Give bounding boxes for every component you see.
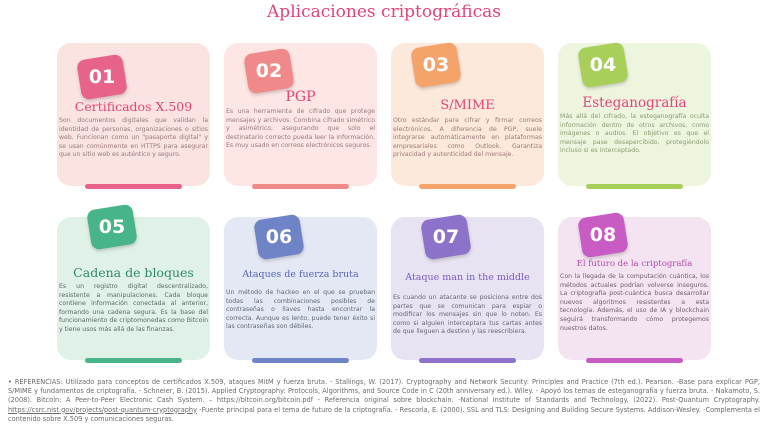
card-description: Más allá del cifrado, la esteganografía oculta información dentro de otros archivos, como imágenes o audios. El objetivo es que el mensaje pase desapercibido, protegiéndolo incluso si es interceptado. — [560, 113, 709, 155]
card-title: Cadena de bloques — [73, 265, 194, 280]
card-description: Un método de hackeo en el que se prueban todas las combinaciones posibles de contraseñas o llaves hasta encontrar la correcta. Aunque es lento, puede tener éxito si las contraseñas son débiles. — [226, 289, 375, 331]
card-number: 08 — [589, 224, 617, 246]
card-accent-bar — [85, 184, 182, 189]
card-number-badge — [243, 48, 295, 95]
card-number: 06 — [265, 226, 293, 248]
card-number-badge — [577, 212, 629, 259]
card-title: Esteganografía — [582, 95, 687, 111]
card-accent-bar — [252, 358, 349, 363]
card-number: 02 — [255, 60, 283, 82]
card-title: Ataques de fuerza bruta — [242, 269, 359, 280]
card-03 — [391, 43, 544, 186]
card-number-badge — [410, 42, 462, 89]
card-number: 05 — [98, 216, 126, 238]
card-description: Con la llegada de la computación cuántica, los métodos actuales podrían volverse inseguros. La criptografía post-cuántica busca desarrollar nuevos algoritmos resistentes a esta tecnología. Además, el uso de IA y blockchain seguirá transformando cómo protegemos nuestros datos. — [560, 273, 709, 332]
card-description: Es una herramienta de cifrado que protege mensajes y archivos. Combina cifrado simétrico y asimétrico, asegurando que solo el destinatario correcto pueda leer la información. Es muy usado en correos electrónicos seguros. — [226, 108, 375, 150]
card-number: 04 — [589, 54, 617, 76]
references-text-end: -Fuente principal para el tema de futuro de la criptografía. - Rescorla, E. (2000). SSL and TLS: Designing and Building Secure Systems. Addison-Wesley. -Complementa el contenido sobre X.509 y comunicaciones seguras. — [8, 405, 760, 423]
card-title: Certificados X.509 — [74, 99, 193, 114]
card-02 — [224, 43, 377, 186]
card-title: S/MIME — [440, 98, 495, 113]
page-title: Aplicaciones criptográficas — [267, 2, 501, 22]
card-accent-bar — [419, 184, 516, 189]
card-accent-bar — [586, 358, 683, 363]
card-accent-bar — [85, 358, 182, 363]
references-text: REFERENCIAS: Utilizado para conceptos de certificados X.509, ataques MitM y fuerza bruta. - Stallings, W. (2017). Cryptography and Network Security: Principles and Practice (7th ed.). Pearson. -Base para explicar PGP, S/MIME y fundamentos de criptografía. - Schneier, B. (2015). Applied Cryptography: Protocols, Algorithms, and Source Code in C (20th anniversary ed.). Wiley. - Apoyó los temas de esteganografía y fuerza bruta. - Nakamoto, S. (2008). Bitcoin: A Peer-to-Peer Electronic Cash System. – https://bitcoin.org/bitcoin.pdf - Referencia original sobre blockchain. -National Institute of Standards and Technology. (2022). Post-Quantum Cryptography. — [8, 378, 760, 405]
card-07 — [391, 217, 544, 360]
card-number-badge — [253, 214, 305, 261]
card-number: 03 — [422, 54, 450, 76]
card-description: Es cuando un atacante se posiciona entre dos partes que se comunican para espiar o modificar los mensajes sin que lo noten. Es como si alguien interceptara tus cartas antes de que lleguen a destino y las reescribiera. — [393, 294, 542, 336]
card-01 — [57, 43, 210, 186]
card-description: Es un registro digital descentralizado, resistente a manipulaciones. Cada bloque contiene información conectada al anterior, formando una cadena segura. Es la base del funcionamiento de criptomonedas como Bitcoin y tiene usos más allá de las finanzas. — [59, 283, 208, 333]
references: • REFERENCIAS: Utilizado para conceptos de certificados X.509, ataques MitM y fuerza bruta. - Stallings, W. (2017). Cryptography and Network Security: Principles and Practice (7th ed.). Pearson. -Base para explicar PGP, S/MIME y fundamentos de criptografía. - Schneier, B. (2015). Applied Cryptography: Protocols, Algorithms, and Source Code in C (20th anniversary ed.). Wiley. - Apoyó los temas de esteganografía y fuerza bruta. - Nakamoto, S. (2008). Bitcoin: A Peer-to-Peer Electronic Cash System. – https://bitcoin.org/bitcoin.pdf - Referencia original sobre blockchain. -National Institute of Standards and Technology. (2022). Post-Quantum Cryptography. https://csrc.nist.gov/projects/post-quantum-cryptography -Fuente principal para el tema de futuro de la criptografía. - Rescorla, E. (2000). SSL and TLS: Designing and Building Secure Systems. Addison-Wesley. -Complementa el contenido sobre X.509 y comunicaciones seguras. — [8, 378, 760, 423]
card-title: El futuro de la criptografía — [576, 259, 693, 269]
card-accent-bar — [252, 184, 349, 189]
card-accent-bar — [586, 184, 683, 189]
card-title: Ataque man in the middle — [405, 272, 530, 283]
card-04 — [558, 43, 711, 186]
references-link[interactable]: https://csrc.nist.gov/projects/post-quantum-cryptography — [8, 405, 198, 414]
card-number-badge — [76, 54, 128, 101]
card-description: Son documentos digitales que validan la identidad de personas, organizaciones o sitios web. Funcionan como un "pasaporte digital" y se usan comúnmente en HTTPS para asegurar que un sitio web es auténtico y seguro. — [59, 117, 208, 159]
card-number-badge — [86, 204, 138, 251]
card-number: 07 — [432, 226, 460, 248]
card-number-badge — [420, 214, 472, 261]
card-title: PGP — [285, 89, 316, 105]
card-05 — [57, 217, 210, 360]
card-description: Otro estándar para cifrar y firmar correos electrónicos. A diferencia de PGP, suele integrarse automáticamente en plataformas empresariales como Outlook. Garantiza privacidad y autenticidad del mensaje. — [393, 117, 542, 159]
card-accent-bar — [419, 358, 516, 363]
card-number-badge — [577, 42, 629, 89]
card-number: 01 — [88, 66, 116, 88]
card-08 — [558, 217, 711, 360]
card-06 — [224, 217, 377, 360]
